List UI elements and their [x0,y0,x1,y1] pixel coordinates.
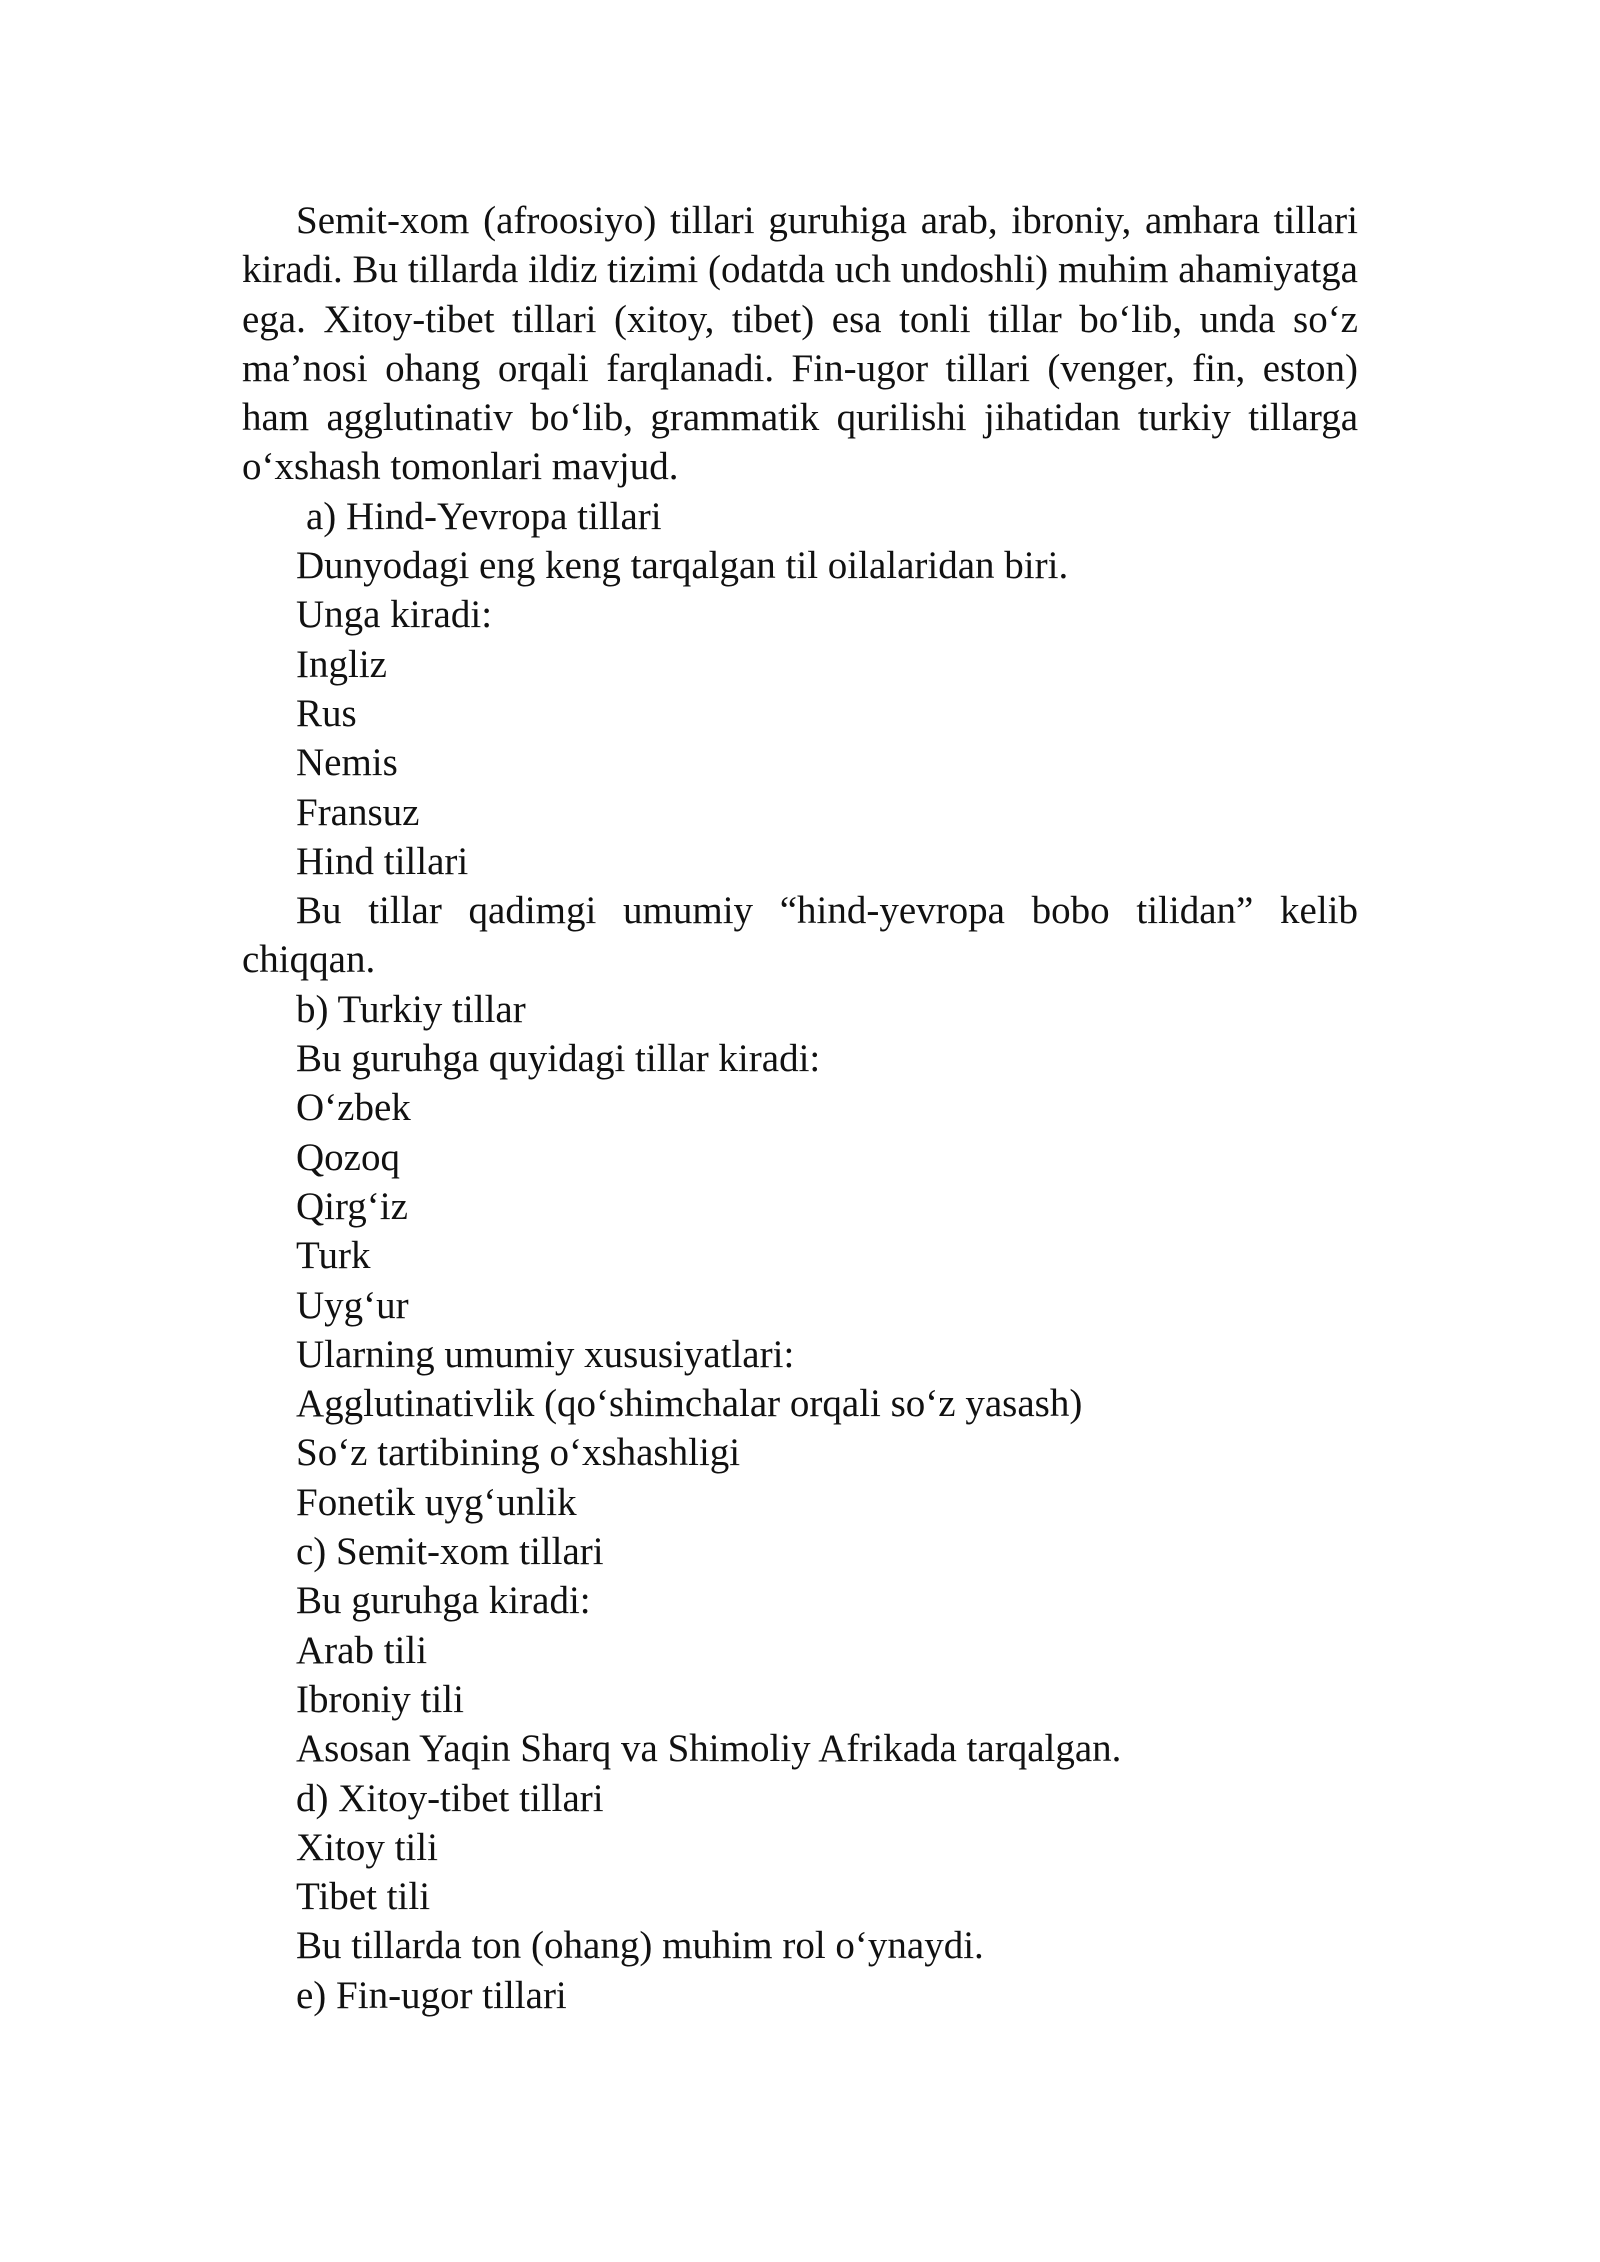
list-item: Qirg‘iz [296,1184,408,1228]
feature-item: Agglutinativlik (qo‘shimchalar orqali so‘z yasash) [296,1382,1083,1426]
list-item: Turk [296,1234,371,1278]
list-item: Ingliz [296,642,387,686]
feature-item: So‘z tartibining o‘xshashligi [296,1431,741,1475]
list-item: Xitoy tili [296,1825,438,1869]
section-c-list-intro: Bu guruhga kiradi: [296,1579,591,1623]
list-item: Hind tillari [296,839,469,883]
section-b-list-intro: Bu guruhga quyidagi tillar kiradi: [296,1037,821,1081]
section-heading-c: c) Semit-xom tillari [296,1530,604,1574]
section-b-features-intro: Ularning umumiy xususiyatlari: [296,1332,795,1376]
section-a-description: Dunyodagi eng keng tarqalgan til oilalaridan biri. [296,544,1069,588]
list-item: Nemis [296,741,398,785]
list-item: O‘zbek [296,1086,411,1130]
list-item: Arab tili [296,1628,428,1672]
section-a-list-intro: Unga kiradi: [296,593,493,637]
section-heading-a: a) Hind-Yevropa tillari [306,494,662,538]
intro-paragraph: Semit-xom (afroosiyo) tillari guruhiga arab, ibroniy, amhara tillari kiradi. Bu tillarda ildiz tizimi (odatda uch undoshli) muhim ahamiyatga ega. Xitoy-tibet tillari (xitoy, tibet) esa tonli tillar bo‘lib, unda so‘z ma’nosi ohang orqali farqlanadi. Fin-ugor tillari (venger, fin, eston) ham agglutinativ bo‘lib, grammatik qurilishi jihatidan turkiy tillarga o‘xshash tomonlari mavjud. [242,199,1358,489]
list-item: Tibet tili [296,1875,431,1919]
section-a-origin-paragraph: Bu tillar qadimgi umumiy “hind-yevropa bobo tilidan” kelib chiqqan. [242,889,1358,982]
list-item: Uyg‘ur [296,1283,409,1327]
feature-item: Fonetik uyg‘unlik [296,1480,577,1524]
list-item: Fransuz [296,790,420,834]
list-item: Qozoq [296,1135,400,1179]
section-heading-e: e) Fin-ugor tillari [296,1973,567,2017]
section-heading-d: d) Xitoy-tibet tillari [296,1776,604,1820]
section-heading-b: b) Turkiy tillar [296,987,526,1031]
list-item: Rus [296,691,357,735]
list-item: Ibroniy tili [296,1677,464,1721]
document-body [242,196,1358,2020]
section-d-note: Bu tillarda ton (ohang) muhim rol o‘ynaydi. [296,1924,984,1968]
section-c-note: Asosan Yaqin Sharq va Shimoliy Afrikada tarqalgan. [296,1727,1122,1771]
